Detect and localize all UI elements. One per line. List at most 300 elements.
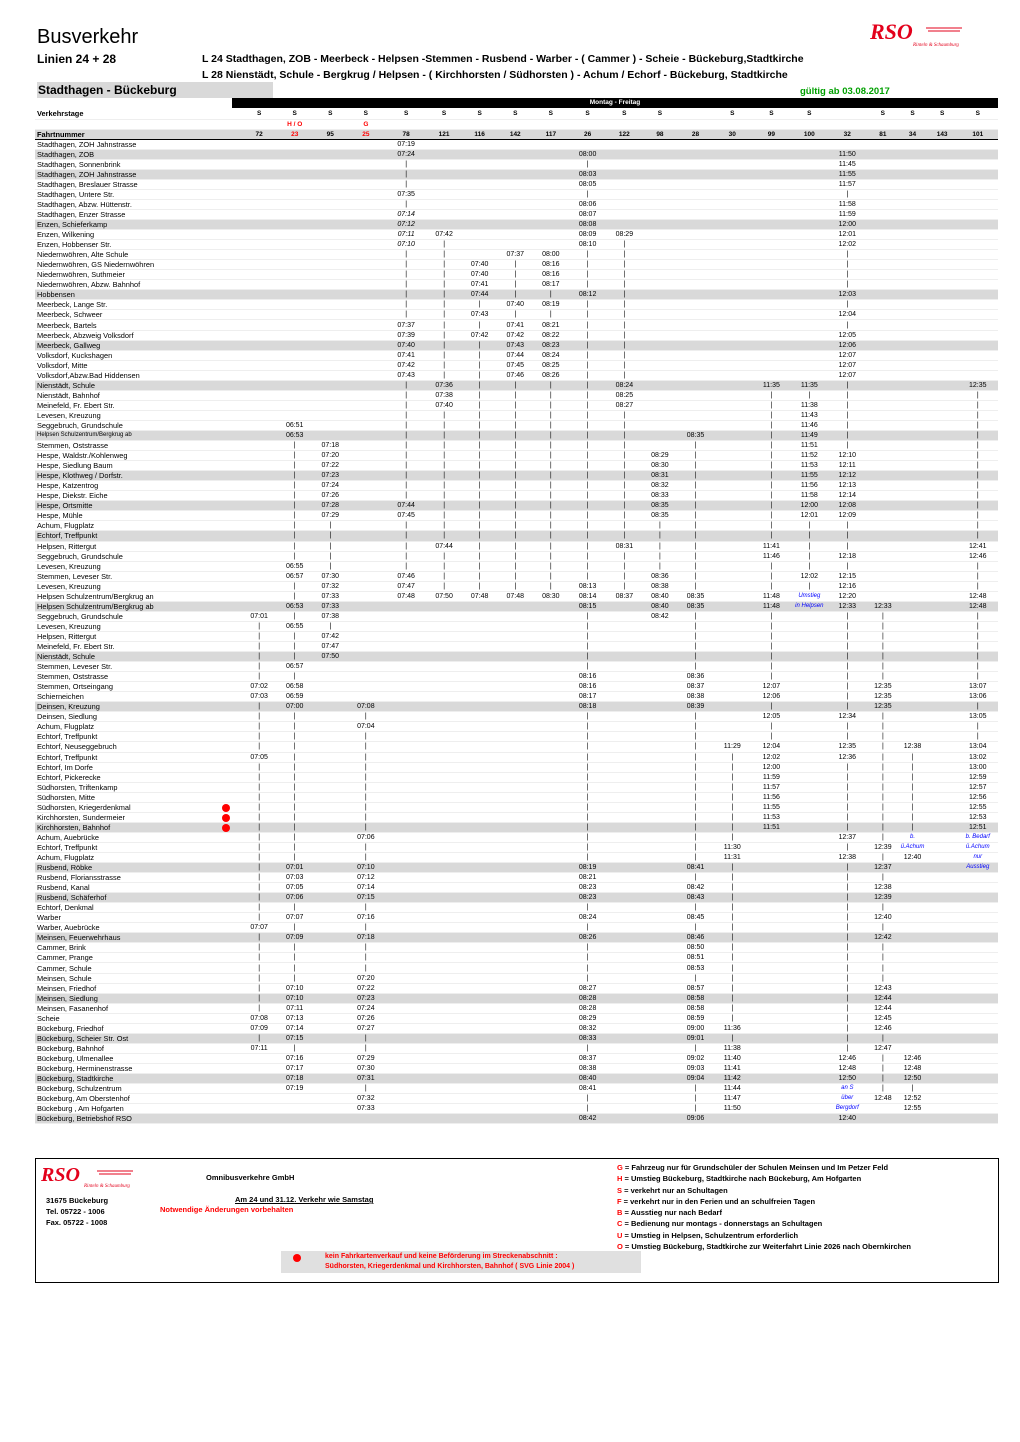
time-cell: | bbox=[867, 652, 898, 662]
time-cell bbox=[751, 993, 791, 1003]
time-cell: 08:42 bbox=[678, 883, 714, 893]
time-cell bbox=[244, 280, 275, 290]
time-cell: | bbox=[751, 732, 791, 742]
time-cell bbox=[958, 230, 998, 240]
time-cell bbox=[497, 1053, 533, 1063]
time-cell bbox=[607, 903, 643, 913]
time-cell: | bbox=[792, 541, 828, 551]
time-cell bbox=[898, 159, 926, 169]
time-cell bbox=[927, 762, 958, 772]
time-cell bbox=[533, 1094, 569, 1104]
time-cell bbox=[533, 923, 569, 933]
time-cell bbox=[792, 692, 828, 702]
time-cell bbox=[533, 641, 569, 651]
time-cell bbox=[898, 260, 926, 270]
time-cell bbox=[867, 521, 898, 531]
time-cell bbox=[958, 983, 998, 993]
time-cell bbox=[642, 1074, 678, 1084]
time-cell bbox=[607, 1053, 643, 1063]
time-cell bbox=[497, 762, 533, 772]
time-cell: 08:09 bbox=[569, 230, 607, 240]
time-cell bbox=[927, 641, 958, 651]
stop-name-text: Stadthagen, Sonnenbrink bbox=[37, 159, 121, 169]
time-cell bbox=[497, 169, 533, 179]
time-cell: | bbox=[867, 672, 898, 682]
time-cell: | bbox=[426, 260, 462, 270]
time-cell: | bbox=[827, 973, 867, 983]
table-row bbox=[35, 551, 998, 561]
time-cell: | bbox=[713, 993, 751, 1003]
table-row bbox=[35, 1043, 998, 1053]
time-cell bbox=[958, 893, 998, 903]
time-cell: | bbox=[426, 431, 462, 441]
time-cell bbox=[792, 290, 828, 300]
mark-cell bbox=[244, 119, 275, 129]
time-cell: | bbox=[751, 390, 791, 400]
time-cell: | bbox=[678, 802, 714, 812]
table-row bbox=[35, 842, 998, 852]
time-cell bbox=[533, 893, 569, 903]
table-row bbox=[35, 883, 998, 893]
time-cell: 08:58 bbox=[678, 1003, 714, 1013]
legend-text: = Umstieg in Helpsen, Schulzentrum erforderlich bbox=[622, 1230, 799, 1240]
time-cell: | bbox=[533, 290, 569, 300]
time-cell: | bbox=[346, 903, 386, 913]
time-cell: | bbox=[497, 310, 533, 320]
time-cell bbox=[426, 953, 462, 963]
time-cell: | bbox=[569, 1104, 607, 1114]
time-cell: | bbox=[751, 561, 791, 571]
stop-name-text: Bückeburg, Stadtkirche bbox=[37, 1074, 114, 1084]
time-cell: 13:05 bbox=[958, 712, 998, 722]
time-cell: | bbox=[678, 792, 714, 802]
time-cell: 07:08 bbox=[346, 702, 386, 712]
time-cell bbox=[346, 159, 386, 169]
time-cell bbox=[898, 943, 926, 953]
stop-name-text: Bückeburg, Friedhof bbox=[37, 1023, 104, 1033]
time-cell bbox=[898, 993, 926, 1003]
stop-name bbox=[35, 310, 244, 320]
time-cell: | bbox=[569, 300, 607, 310]
time-cell: | bbox=[569, 340, 607, 350]
time-cell bbox=[497, 641, 533, 651]
stop-name-text: Scheie bbox=[37, 1013, 60, 1023]
time-cell: 12:00 bbox=[792, 501, 828, 511]
time-cell: | bbox=[346, 762, 386, 772]
time-cell bbox=[607, 943, 643, 953]
time-cell: | bbox=[898, 752, 926, 762]
time-cell bbox=[386, 772, 426, 782]
time-cell: | bbox=[867, 923, 898, 933]
stop-name bbox=[35, 1114, 244, 1124]
table-row bbox=[35, 571, 998, 581]
time-cell: nur bbox=[958, 852, 998, 862]
time-cell bbox=[927, 260, 958, 270]
time-cell bbox=[462, 1084, 498, 1094]
time-cell bbox=[244, 290, 275, 300]
time-cell: | bbox=[792, 561, 828, 571]
time-cell bbox=[927, 400, 958, 410]
time-cell bbox=[607, 782, 643, 792]
time-cell: | bbox=[751, 672, 791, 682]
time-cell: | bbox=[462, 501, 498, 511]
time-cell: 13:00 bbox=[958, 762, 998, 772]
time-cell bbox=[867, 159, 898, 169]
time-cell: 12:52 bbox=[898, 1094, 926, 1104]
time-cell bbox=[244, 601, 275, 611]
time-cell bbox=[346, 641, 386, 651]
time-cell bbox=[275, 209, 315, 219]
time-cell bbox=[898, 672, 926, 682]
time-cell: | bbox=[244, 812, 275, 822]
time-cell bbox=[927, 501, 958, 511]
time-cell bbox=[346, 621, 386, 631]
time-cell: 12:38 bbox=[898, 742, 926, 752]
time-cell bbox=[867, 551, 898, 561]
time-cell bbox=[386, 852, 426, 862]
time-cell: 12:46 bbox=[958, 551, 998, 561]
time-cell: | bbox=[275, 611, 315, 621]
time-cell bbox=[426, 601, 462, 611]
stop-name-text: Stemmen, Leveser Str. bbox=[37, 571, 113, 581]
stop-name bbox=[35, 240, 244, 250]
time-cell bbox=[713, 501, 751, 511]
time-cell bbox=[792, 802, 828, 812]
time-cell bbox=[642, 672, 678, 682]
time-cell bbox=[792, 1033, 828, 1043]
stop-name-text: Stadthagen, Breslauer Strasse bbox=[37, 179, 138, 189]
time-cell bbox=[642, 320, 678, 330]
time-cell: | bbox=[569, 511, 607, 521]
time-cell bbox=[386, 1043, 426, 1053]
fahrtnummer-cell: 98 bbox=[642, 129, 678, 139]
time-cell: | bbox=[751, 631, 791, 641]
page-title: Busverkehr bbox=[37, 26, 139, 48]
time-cell: 08:41 bbox=[678, 863, 714, 873]
time-cell: 08:23 bbox=[569, 883, 607, 893]
time-cell bbox=[244, 1104, 275, 1114]
stop-name bbox=[35, 873, 244, 883]
time-cell bbox=[867, 501, 898, 511]
time-cell bbox=[315, 370, 346, 380]
time-cell bbox=[244, 591, 275, 601]
time-cell bbox=[533, 1074, 569, 1084]
time-cell bbox=[346, 501, 386, 511]
time-cell: | bbox=[497, 561, 533, 571]
time-cell bbox=[533, 782, 569, 792]
time-cell: 09:06 bbox=[678, 1114, 714, 1124]
time-cell bbox=[958, 280, 998, 290]
time-cell: | bbox=[462, 420, 498, 430]
time-cell: 07:44 bbox=[426, 541, 462, 551]
time-cell: 07:03 bbox=[275, 873, 315, 883]
stop-name bbox=[35, 1013, 244, 1023]
time-cell bbox=[244, 431, 275, 441]
time-cell: | bbox=[898, 812, 926, 822]
time-cell: 08:29 bbox=[607, 230, 643, 240]
fahrtnummer-cell: 122 bbox=[607, 129, 643, 139]
fahrtnummer-cell: 72 bbox=[244, 129, 275, 139]
time-cell bbox=[244, 370, 275, 380]
stop-name bbox=[35, 541, 244, 551]
time-cell: | bbox=[713, 903, 751, 913]
time-cell: 08:17 bbox=[533, 280, 569, 290]
time-cell: | bbox=[386, 441, 426, 451]
stop-name-text: Rusbend, Kanal bbox=[37, 883, 90, 893]
time-cell: 07:38 bbox=[315, 611, 346, 621]
time-cell: | bbox=[346, 963, 386, 973]
time-cell bbox=[315, 782, 346, 792]
time-cell bbox=[927, 883, 958, 893]
time-cell bbox=[927, 812, 958, 822]
time-cell: 12:04 bbox=[827, 310, 867, 320]
time-cell bbox=[386, 842, 426, 852]
time-cell: 07:10 bbox=[386, 240, 426, 250]
time-cell bbox=[315, 943, 346, 953]
verkehrstag-cell: S bbox=[569, 109, 607, 119]
time-cell bbox=[898, 250, 926, 260]
time-cell: | bbox=[346, 782, 386, 792]
time-cell: | bbox=[386, 541, 426, 551]
time-cell bbox=[346, 571, 386, 581]
stop-name bbox=[35, 220, 244, 230]
stop-name bbox=[35, 631, 244, 641]
time-cell: | bbox=[678, 782, 714, 792]
time-cell bbox=[462, 1074, 498, 1084]
time-cell: | bbox=[642, 531, 678, 541]
time-cell: 07:47 bbox=[386, 581, 426, 591]
time-cell: | bbox=[751, 531, 791, 541]
time-cell bbox=[713, 260, 751, 270]
table-row bbox=[35, 621, 998, 631]
time-cell bbox=[315, 772, 346, 782]
time-cell bbox=[642, 621, 678, 631]
time-cell bbox=[462, 199, 498, 209]
time-cell: 11:55 bbox=[751, 802, 791, 812]
verkehrstag-cell: S bbox=[927, 109, 958, 119]
time-cell bbox=[642, 822, 678, 832]
time-cell bbox=[867, 471, 898, 481]
time-cell bbox=[927, 1074, 958, 1084]
time-cell: | bbox=[386, 260, 426, 270]
time-cell bbox=[315, 1023, 346, 1033]
time-cell bbox=[497, 973, 533, 983]
time-cell bbox=[751, 1033, 791, 1043]
time-cell bbox=[346, 220, 386, 230]
time-cell bbox=[426, 220, 462, 230]
time-cell bbox=[346, 390, 386, 400]
time-cell: 11:53 bbox=[792, 461, 828, 471]
time-cell bbox=[751, 863, 791, 873]
time-cell: 12:35 bbox=[867, 682, 898, 692]
time-cell bbox=[958, 139, 998, 149]
table-row bbox=[35, 792, 998, 802]
time-cell bbox=[497, 933, 533, 943]
legend-item bbox=[617, 1185, 911, 1196]
time-cell bbox=[244, 330, 275, 340]
time-cell bbox=[642, 923, 678, 933]
time-cell: 08:41 bbox=[569, 1084, 607, 1094]
time-cell: | bbox=[462, 471, 498, 481]
mark-cell bbox=[426, 119, 462, 129]
table-row bbox=[35, 863, 998, 873]
time-cell bbox=[244, 1084, 275, 1094]
time-cell: 08:36 bbox=[642, 571, 678, 581]
time-cell bbox=[533, 883, 569, 893]
time-cell bbox=[244, 400, 275, 410]
time-cell: | bbox=[827, 792, 867, 802]
time-cell: 08:13 bbox=[569, 581, 607, 591]
stop-name-text: Meinefeld, Fr. Ebert Str. bbox=[37, 642, 115, 651]
time-cell bbox=[497, 722, 533, 732]
time-cell: 11:48 bbox=[751, 601, 791, 611]
time-cell: | bbox=[607, 420, 643, 430]
table-row bbox=[35, 129, 998, 139]
time-cell: 07:18 bbox=[275, 1074, 315, 1084]
stop-name-text: Echtorf, Denkmal bbox=[37, 903, 94, 913]
time-cell: | bbox=[678, 923, 714, 933]
time-cell: | bbox=[751, 722, 791, 732]
time-cell bbox=[426, 712, 462, 722]
time-cell bbox=[462, 993, 498, 1003]
time-cell bbox=[346, 491, 386, 501]
stop-name bbox=[35, 139, 244, 149]
time-cell bbox=[462, 641, 498, 651]
time-cell: | bbox=[386, 431, 426, 441]
time-cell: | bbox=[569, 1094, 607, 1104]
time-cell: 07:39 bbox=[386, 330, 426, 340]
time-cell bbox=[642, 812, 678, 822]
time-cell bbox=[315, 822, 346, 832]
time-cell bbox=[751, 1043, 791, 1053]
stop-name-text: Meerbeck, Gallweg bbox=[37, 340, 101, 350]
time-cell bbox=[426, 1023, 462, 1033]
time-cell bbox=[927, 1033, 958, 1043]
time-cell: 11:58 bbox=[827, 199, 867, 209]
time-cell: | bbox=[678, 551, 714, 561]
time-cell: | bbox=[569, 410, 607, 420]
time-cell bbox=[607, 139, 643, 149]
stop-name-text: Seggebruch, Grundschule bbox=[37, 611, 123, 621]
time-cell bbox=[244, 1074, 275, 1084]
legend-text: = Bedienung nur montags - donnerstags an Schultagen bbox=[622, 1219, 823, 1229]
time-cell: | bbox=[713, 1013, 751, 1023]
time-cell bbox=[275, 310, 315, 320]
time-cell: | bbox=[713, 943, 751, 953]
stop-name bbox=[35, 330, 244, 340]
time-cell bbox=[386, 812, 426, 822]
time-cell: 07:33 bbox=[315, 591, 346, 601]
time-cell: | bbox=[827, 883, 867, 893]
time-cell: | bbox=[678, 903, 714, 913]
time-cell: 09:03 bbox=[678, 1063, 714, 1073]
time-cell bbox=[713, 330, 751, 340]
time-cell: | bbox=[827, 641, 867, 651]
time-cell bbox=[497, 782, 533, 792]
time-cell: | bbox=[533, 551, 569, 561]
time-cell: | bbox=[792, 531, 828, 541]
time-cell bbox=[898, 611, 926, 621]
time-cell bbox=[315, 169, 346, 179]
time-cell bbox=[898, 963, 926, 973]
time-cell bbox=[678, 290, 714, 300]
time-cell: ü.Achum bbox=[958, 842, 998, 852]
time-cell: | bbox=[867, 782, 898, 792]
time-cell bbox=[678, 370, 714, 380]
time-cell: | bbox=[244, 782, 275, 792]
time-cell: | bbox=[713, 973, 751, 983]
time-cell bbox=[607, 631, 643, 641]
time-cell bbox=[315, 682, 346, 692]
time-cell bbox=[713, 631, 751, 641]
time-cell bbox=[426, 189, 462, 199]
time-cell: 12:06 bbox=[751, 692, 791, 702]
time-cell bbox=[462, 169, 498, 179]
mark-cell bbox=[958, 119, 998, 129]
time-cell: | bbox=[678, 722, 714, 732]
time-cell bbox=[898, 732, 926, 742]
time-cell bbox=[713, 240, 751, 250]
time-cell: 09:04 bbox=[678, 1074, 714, 1084]
time-cell bbox=[315, 933, 346, 943]
time-cell bbox=[607, 822, 643, 832]
time-cell: 11:40 bbox=[713, 1053, 751, 1063]
time-cell: | bbox=[867, 963, 898, 973]
time-cell bbox=[792, 230, 828, 240]
time-cell: | bbox=[569, 521, 607, 531]
time-cell: | bbox=[426, 420, 462, 430]
time-cell bbox=[751, 209, 791, 219]
time-cell bbox=[346, 270, 386, 280]
time-cell bbox=[792, 722, 828, 732]
time-cell bbox=[713, 250, 751, 260]
time-cell bbox=[244, 380, 275, 390]
time-cell: | bbox=[958, 611, 998, 621]
time-cell bbox=[386, 1063, 426, 1073]
time-cell: 11:57 bbox=[751, 782, 791, 792]
time-cell bbox=[315, 873, 346, 883]
time-cell bbox=[678, 230, 714, 240]
time-cell bbox=[462, 953, 498, 963]
time-cell: 12:33 bbox=[827, 601, 867, 611]
stop-name-text: Volksdorf, Mitte bbox=[37, 360, 88, 370]
time-cell bbox=[713, 672, 751, 682]
time-cell: | bbox=[533, 461, 569, 471]
time-cell: 07:46 bbox=[497, 370, 533, 380]
time-cell bbox=[386, 631, 426, 641]
time-cell bbox=[497, 652, 533, 662]
time-cell: | bbox=[569, 370, 607, 380]
time-cell bbox=[497, 792, 533, 802]
mark-cell bbox=[497, 119, 533, 129]
time-cell: | bbox=[346, 712, 386, 722]
time-cell bbox=[244, 169, 275, 179]
time-cell bbox=[642, 973, 678, 983]
time-cell: | bbox=[497, 431, 533, 441]
time-cell bbox=[533, 842, 569, 852]
time-cell bbox=[642, 792, 678, 802]
time-cell bbox=[927, 692, 958, 702]
time-cell bbox=[898, 873, 926, 883]
time-cell: | bbox=[244, 842, 275, 852]
time-cell: 07:48 bbox=[386, 591, 426, 601]
time-cell bbox=[642, 209, 678, 219]
time-cell bbox=[642, 1053, 678, 1063]
time-cell bbox=[497, 240, 533, 250]
time-cell: | bbox=[426, 511, 462, 521]
time-cell bbox=[386, 762, 426, 772]
time-cell bbox=[867, 350, 898, 360]
